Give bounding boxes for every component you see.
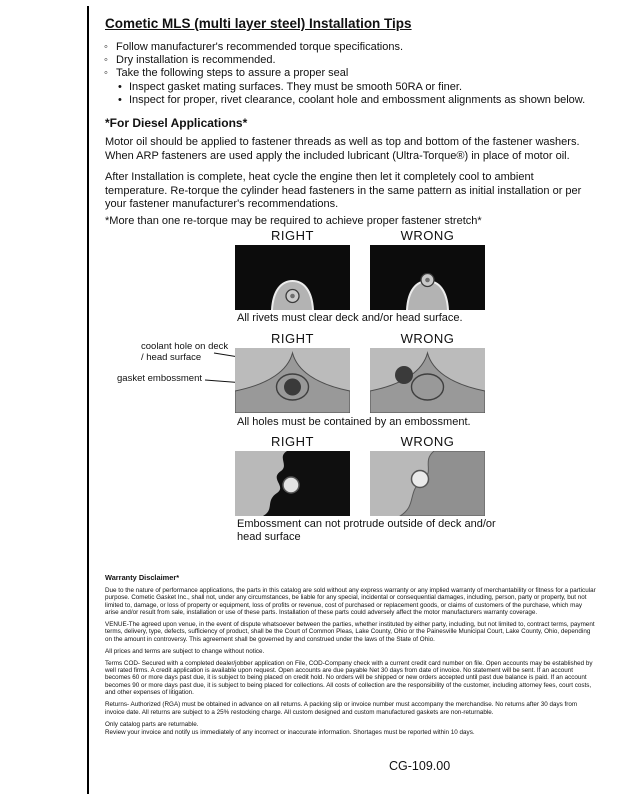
retorque-note: *More than one re-torque may be required to achieve proper fastener stretch*	[105, 215, 482, 227]
coolant-hole-dot	[395, 366, 413, 384]
annotation-gasket-embossment: gasket embossment	[117, 373, 203, 384]
annotation-coolant-hole: coolant hole on deck / head surface	[141, 341, 229, 364]
tip-text: ◦ Take the following steps to assure a proper seal	[116, 67, 349, 80]
right-label: RIGHT	[271, 228, 314, 243]
figure-protrude-wrong	[370, 451, 485, 516]
tip-item	[104, 67, 609, 80]
tip-item	[104, 41, 609, 54]
left-margin-rule	[87, 6, 89, 794]
coolant-hole-dot	[284, 379, 301, 396]
diesel-paragraph-2: After Installation is complete, heat cycle the engine then let it completely cool to ambient temperature. Re-torque the cylinder head fasteners in the same pattern as initial installation or per your fastener manufacturer's recommendations.	[105, 171, 582, 211]
tip-subitem	[118, 81, 609, 94]
embossment-inside-diagram	[235, 451, 350, 516]
disclaimer-paragraph: VENUE-The agreed upon venue, in the event of dispute whatsoever between the parties, whether instituted by either party, including, but not limited to, contract terms, payment terms, delivery, type, defects, sufficiency of product, shall be the Court of Common Pleas, Lake County, Ohio or the Painesville Municipal Court, Lake County, Ohio, depending on the amount in controversy. This agreement shall be governed by and construed under the laws of the State of Ohio.	[105, 620, 595, 643]
warranty-disclaimer	[105, 574, 597, 741]
figure-embossment-right	[235, 348, 350, 413]
disclaimer-paragraph: All prices and terms are subject to change without notice.	[105, 647, 265, 655]
catalog-number: CG-109.00	[389, 759, 451, 773]
disclaimer-paragraph: Only catalog parts are returnable.	[105, 720, 199, 728]
tip-text: ◦ Follow manufacturer's recommended torque specifications.	[116, 41, 404, 53]
wrong-label: WRONG	[400, 228, 455, 243]
rivet-clear-diagram	[235, 245, 350, 310]
warranty-disclaimer-heading: Warranty Disclaimer*	[105, 573, 180, 582]
disclaimer-paragraph: Returns- Authorized (RGA) must be obtained in advance on all returns. A packing slip or invoice number must accompany the merchandise. No returns after 30 days from invoice date. All returns are subject to a 25% restocking charge. All custom designed and custom manufactured gaskets are non-returnable.	[105, 701, 578, 716]
tip-item	[104, 54, 609, 67]
disclaimer-paragraph: Due to the nature of performance applications, the parts in this catalog are sold without any express warranty or any implied warranty of merchantability or fitness for a particular purpose. Cometic Gasket Inc., shall not, under any circumstances, be liable for any special, incidental or consequential damages, including, person, party or property, but not limited to, damage, or loss of property or equipment, loss of profits or revenue, cost of purchased or replacement goods, or claims of customers of the purchase, which may arise and/or result from sale, installation or use of these parts. Installation of these parts could adversely affect the motor manufacturers warranty coverage.	[105, 586, 596, 616]
disclaimer-paragraph: Terms COD- Secured with a completed dealer/jobber application on File, COD-Company check with a current credit card number on file. Open accounts may be established by well rated firms. A credit application is available upon request. Open accounts are due payable Net 30 days from date of invoice. No statement will be sent. If an account becomes 60 or more days past due, it is subject to being placed on credit hold. No orders will be shipped or new orders accepted until past due balance is paid. If an account becomes 90 or more days past due, it is subject to being placed for collections. All costs of collection are the responsibility of the customer, including attorney fees, court costs, and other expenses of litigation.	[105, 659, 593, 697]
figure-rivet-wrong	[370, 245, 485, 310]
tip-text: • Inspect gasket mating surfaces. They must be smooth 50RA or finer.	[129, 80, 463, 93]
embossment-hole-dot	[412, 471, 429, 488]
installation-tips-list	[104, 41, 609, 107]
wrong-label: WRONG	[400, 434, 455, 449]
hole-contained-diagram	[235, 348, 350, 413]
figure-caption-1: All rivets must clear deck and/or head surface.	[237, 312, 463, 324]
rivet-overlap-diagram	[370, 245, 485, 310]
disclaimer-paragraph: Review your invoice and notify us immediately of any incorrect or inaccurate information. Shortages must be reported within 10 days.	[105, 728, 475, 736]
diesel-paragraph-1: Motor oil should be applied to fastener threads as well as top and bottom of the fastener washers. When ARP fasteners are used apply the included lubricant (Ultra-Torque®) in place of motor oil.	[105, 136, 580, 162]
page-title: Cometic MLS (multi layer steel) Installation Tips	[105, 16, 412, 31]
figure-caption-2: All holes must be contained by an embossment.	[237, 416, 471, 428]
tip-text: ◦ Dry installation is recommended.	[116, 54, 276, 67]
tip-subitem	[118, 94, 609, 107]
figure-embossment-wrong	[370, 348, 485, 413]
right-label: RIGHT	[271, 331, 314, 346]
figure-protrude-right	[235, 451, 350, 516]
wrong-label: WRONG	[400, 331, 455, 346]
figure-caption-3: Embossment can not protrude outside of deck and/or head surface	[237, 518, 496, 543]
embossment-hole-dot	[283, 477, 299, 493]
diesel-applications-heading: *For Diesel Applications*	[105, 116, 248, 130]
tip-text: • Inspect for proper, rivet clearance, coolant hole and embossment alignments as shown below.	[129, 93, 586, 106]
right-label: RIGHT	[271, 434, 314, 449]
hole-uncontained-diagram	[370, 348, 485, 413]
figure-rivet-right	[235, 245, 350, 310]
embossment-protruding-diagram	[370, 451, 485, 516]
